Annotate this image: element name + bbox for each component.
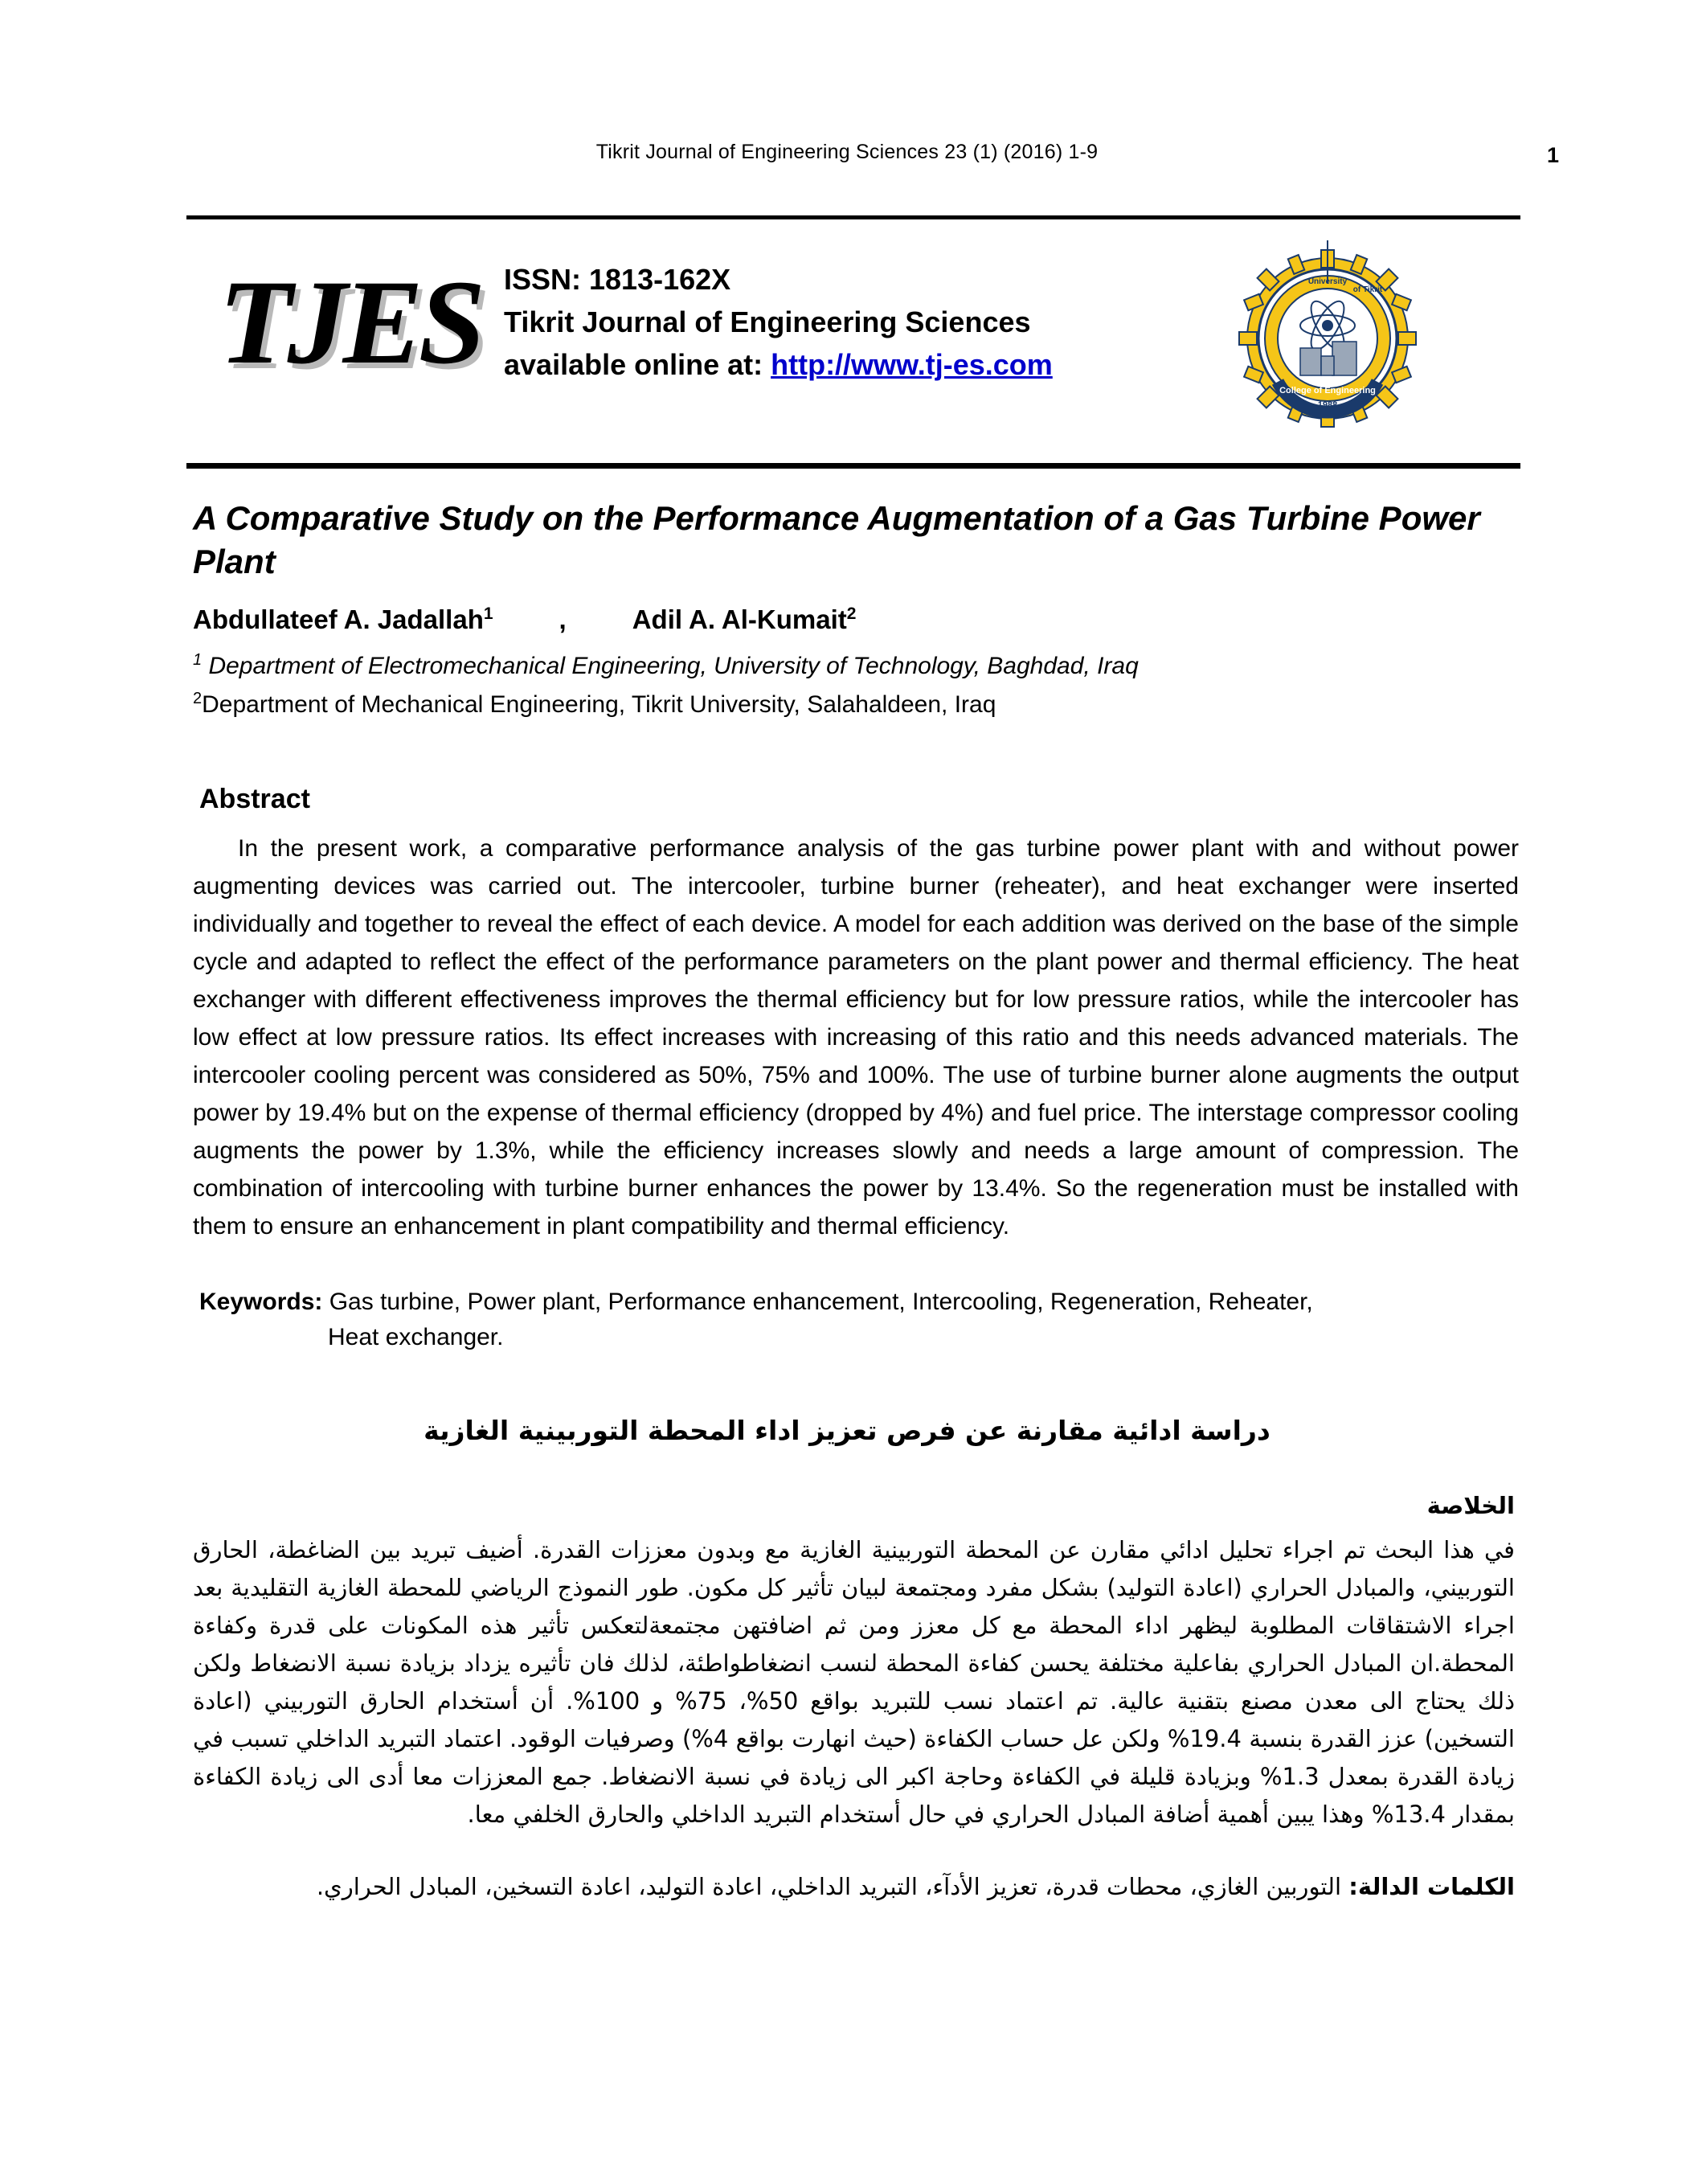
university-emblem-icon — [1231, 236, 1424, 436]
keywords-line-1: Gas turbine, Power plant, Performance enhancement, Intercooling, Regeneration, Reheater, — [322, 1289, 1313, 1315]
journal-masthead — [186, 215, 1520, 469]
running-head: Tikrit Journal of Engineering Sciences 23 (1) (2016) 1-9 — [595, 141, 1099, 163]
arabic-title: دراسة ادائية مقارنة عن فرص تعزيز اداء المحطة التوربينية الغازية — [424, 1415, 1270, 1446]
svg-text:University: University — [1307, 277, 1348, 286]
arabic-abstract-heading: الخلاصة — [1426, 1492, 1515, 1519]
journal-url-line — [504, 343, 1053, 386]
tjes-logo: TJES — [219, 256, 481, 389]
author-1-affil-marker: 1 — [483, 604, 493, 623]
issn-line: ISSN: 1813-162X — [504, 263, 731, 296]
masthead-text-block — [504, 258, 1053, 386]
author-separator: , — [559, 604, 567, 634]
abstract-text — [193, 830, 1519, 1245]
arabic-keywords-label: الكلمات الدالة: — [1348, 1873, 1515, 1900]
abstract-heading: Abstract — [199, 784, 310, 814]
svg-text:1988: 1988 — [1317, 400, 1338, 410]
affiliation-1 — [193, 643, 1519, 683]
affiliation-1-text: Department of Electromechanical Engineering, University of Technology, Baghdad, Iraq — [202, 653, 1139, 679]
journal-name-line: Tikrit Journal of Engineering Sciences — [504, 305, 1031, 338]
author-1-name: Abdullateef A. Jadallah — [193, 604, 484, 634]
abstract-body-text: In the present work, a comparative performance analysis of the gas turbine power plant with and without power augmenting devices was carried out. The intercooler, turbine burner (reheater), and heat exchanger were inserted individually and together to reveal the effect of each device. A model for each addition was derived on the base of the simple cycle and adapted to reflect the effect of the performance parameters on the plant power and thermal efficiency. The heat exchanger with different effectiveness improves the thermal efficiency but for low pressure ratios, while the intercooler has low effect at low pressure ratios. Its effect increases with increasing of this ratio and this needs advanced materials. The intercooler cooling percent was considered as 50%, 75% and 100%. The use of turbine burner alone augments the output power by 19.4% but on the expense of thermal efficiency (dropped by 4%) and fuel price. The interstage compressor cooling augments the power by 1.3%, while the efficiency increases slowly and needs a large amount of compression. The combination of intercooling with turbine burner enhances the power by 13.4%. So the regeneration must be installed with them to ensure an enhancement in plant compatibility and thermal efficiency. — [193, 835, 1519, 1240]
arabic-keywords-block — [193, 1869, 1515, 1904]
affiliation-1-marker: 1 — [193, 651, 203, 669]
keywords-line-2: Heat exchanger. — [328, 1324, 504, 1350]
article-title: A Comparative Study on the Performance Augmentation of a Gas Turbine Power Plant — [193, 499, 1480, 580]
affiliation-2-marker: 2 — [193, 690, 203, 707]
author-list — [193, 604, 1511, 635]
available-online-label: available online at: — [504, 348, 771, 381]
arabic-abstract-text: في هذا البحث تم اجراء تحليل ادائي مقارن عن المحطة التوربينية الغازية مع وبدون معززات القدرة. أضيف تبريد بين الضاغطة، الحارق التوربيني، والمبادل الحراري (اعادة التوليد) بشكل مفرد ومجتمعة لبيان تأثير كل مكون. طور النموذج الرياضي للمحطة الغازية التقليدية بعد اجراء الاشتقاقات المطلوبة ليظهر اداء المحطة مع كل معزز ومن ثم اضافتهن مجتمعةلتعكس تأثير هذه المكونات على قدرة وكفاءة المحطة.ان المبادل الحراري بفاعلية مختلفة يحسن كفاءة المحطة لنسب انضغاطواطئة، لذلك فان تأثيره يزداد بزيادة نسبة الانضغاط ولكن ذلك يحتاج الى معدن مصنع بتقنية عالية. تم اعتماد نسب للتبريد بواقع 50%، 75% و 100%. أن أستخدام الحارق التوربيني (اعادة التسخين) عزز القدرة بنسبة 19.4% ولكن عل حساب الكفاءة (حيث انهارت بواقع 4%) وصرفيات الوقود. اعتماد التبريد الداخلي تسبب في زيادة القدرة بمعدل 1.3% وبزيادة قليلة في الكفاءة وحاجة اكبر الى زيادة في نسبة الانضغاط. جمع المعززات معا أدى الى زيادة الكفاءة بمقدار 13.4% وهذا يبين أهمية أضافة المبادل الحراري في حال أستخدام التبريد الداخلي والحارق الخلفي معا. — [193, 1536, 1515, 1828]
page-number: 1 — [1546, 143, 1559, 167]
keywords-label: Keywords: — [199, 1289, 323, 1315]
arabic-keywords-text: التوربين الغازي، محطات قدرة، تعزيز الأدآء، التبريد الداخلي، اعادة التوليد، اعادة التسخين، المبادل الحراري. — [316, 1873, 1349, 1900]
affiliation-2-text: Department of Mechanical Engineering, Tikrit University, Salahaldeen, Iraq — [202, 691, 996, 718]
author-2-affil-marker: 2 — [846, 604, 857, 623]
keywords-block — [199, 1285, 1517, 1355]
svg-text:of Tikrit: of Tikrit — [1352, 285, 1383, 294]
affiliation-2 — [193, 682, 1519, 722]
svg-text:College of Engineering: College of Engineering — [1279, 386, 1376, 395]
journal-url-link[interactable]: http://www.tj-es.com — [771, 348, 1053, 381]
author-2-name: Adil A. Al-Kumait — [632, 604, 847, 634]
